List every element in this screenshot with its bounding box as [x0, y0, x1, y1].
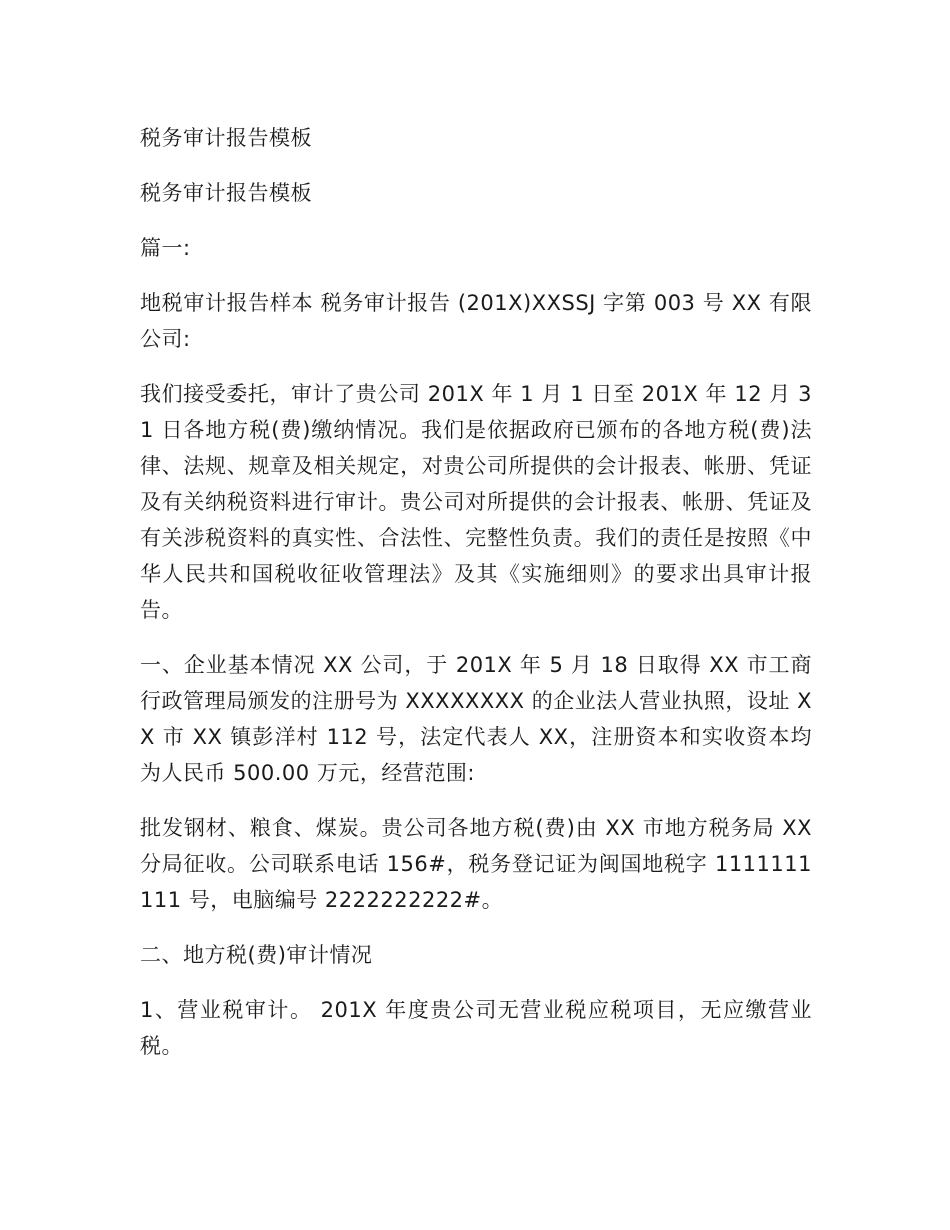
document-body [140, 120, 812, 1083]
document-subtitle: 税务审计报告模板 [140, 181, 312, 205]
section-two-heading: 二、地方税(费)审计情况 [140, 943, 373, 967]
document-title: 税务审计报告模板 [140, 126, 312, 150]
report-header-paragraph: 地税审计报告样本 税务审计报告 (201X)XXSSJ 字第 003 号 XX 有限公司: [140, 291, 812, 351]
business-tax-paragraph: 1、营业税审计。 201X 年度贵公司无营业税应税项目，无应缴营业税。 [140, 998, 812, 1058]
section-label: 篇一: [140, 236, 191, 260]
basic-info-paragraph: 一、企业基本情况 XX 公司，于 201X 年 5 月 18 日取得 XX 市工商行政管理局颁发的注册号为 XXXXXXXX 的企业法人营业执照，设址 XX 市 XX 镇彭洋村 112 号，法定代表人 XX，注册资本和实收资本均为人民币 500.00 万元，经营范围: [140, 653, 812, 785]
business-scope-paragraph: 批发钢材、粮食、煤炭。贵公司各地方税(费)由 XX 市地方税务局 XX 分局征收。公司联系电话 156#，税务登记证为闽国地税字 1111111111 号，电脑编号 2222222222#。 [140, 816, 812, 912]
intro-paragraph: 我们接受委托，审计了贵公司 201X 年 1 月 1 日至 201X 年 12 月 31 日各地方税(费)缴纳情况。我们是依据政府已颁布的各地方税(费)法律、法规、规章及相关规定，对贵公司所提供的会计报表、帐册、凭证及有关纳税资料进行审计。贵公司对所提供的会计报表、帐册、凭证及有关涉税资料的真实性、合法性、完整性负责。我们的责任是按照《中华人民共和国税收征收管理法》及其《实施细则》的要求出具审计报告。 [140, 382, 812, 622]
